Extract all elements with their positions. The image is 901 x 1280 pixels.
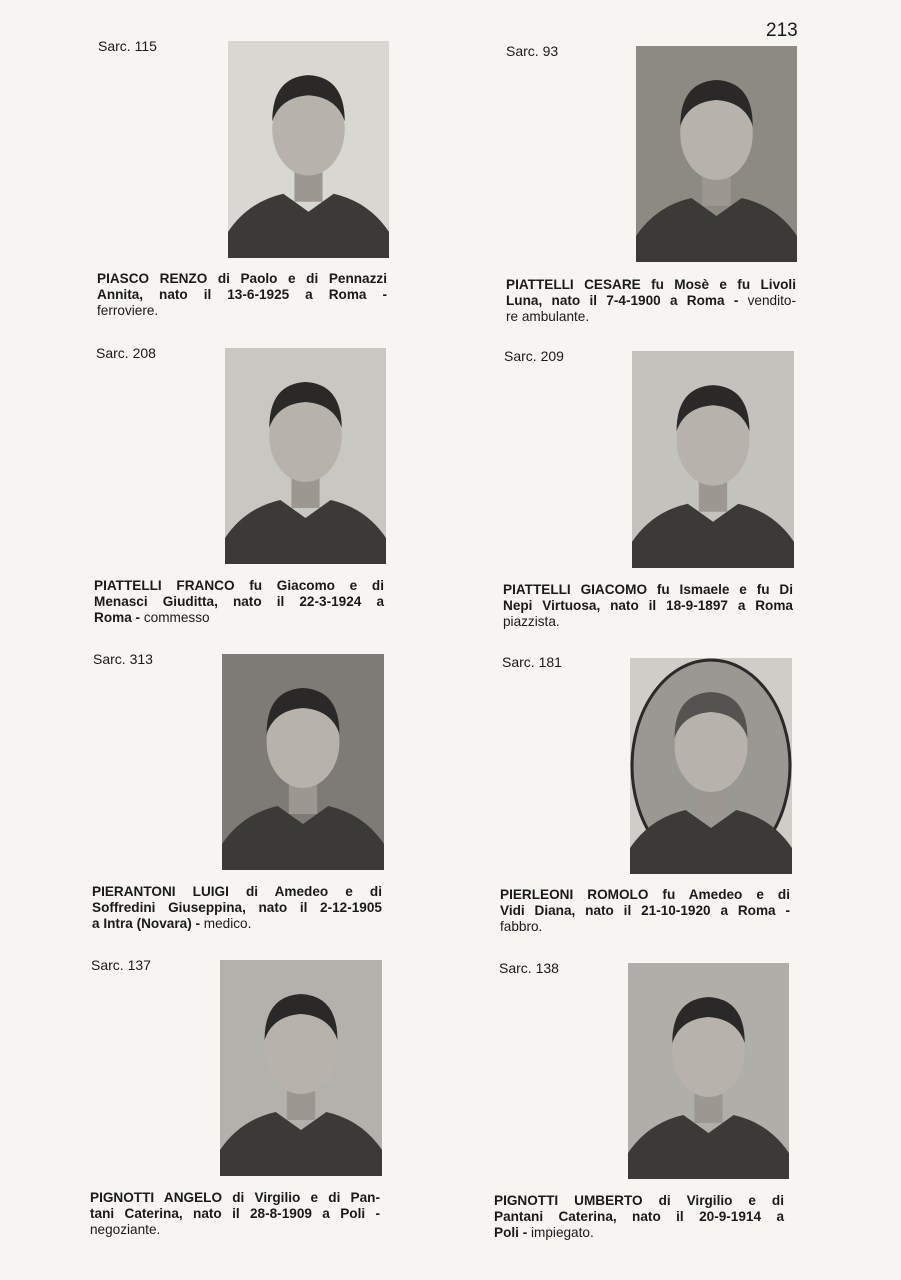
portrait-photo-5 <box>630 658 792 874</box>
portrait-photo-1 <box>636 46 797 262</box>
portrait-photo-3 <box>632 351 794 568</box>
caption-line: Roma - commesso <box>94 610 210 625</box>
caption-line: PIERLEONI ROMOLO fu Amedeo e di <box>500 887 790 902</box>
caption-line: tani Caterina, nato il 28-8-1909 a Poli - <box>90 1206 380 1221</box>
sarc-label-2: Sarc. 208 <box>96 345 156 361</box>
caption-line: PIATTELLI GIACOMO fu Ismaele e fu Di <box>503 582 793 597</box>
caption-line: Soffredini Giuseppina, nato il 2-12-1905 <box>92 900 382 915</box>
portrait-silhouette <box>228 41 389 258</box>
caption-4 <box>92 884 382 932</box>
caption-line: PIGNOTTI ANGELO di Virgilio e di Pan- <box>90 1190 380 1205</box>
portrait-silhouette <box>632 351 794 568</box>
caption-1 <box>506 277 796 325</box>
caption-line: PIGNOTTI UMBERTO di Virgilio e di <box>494 1193 784 1208</box>
sarc-label-3: Sarc. 209 <box>504 348 564 364</box>
portrait-photo-6 <box>220 960 382 1176</box>
caption-line: PIASCO RENZO di Paolo e di Pennazzi <box>97 271 387 286</box>
portrait-silhouette <box>225 348 386 564</box>
portrait-silhouette <box>628 963 789 1179</box>
caption-5 <box>500 887 790 935</box>
caption-line: piazzista. <box>503 614 560 629</box>
sarc-label-4: Sarc. 313 <box>93 651 153 667</box>
portrait-photo-2 <box>225 348 386 564</box>
caption-7 <box>494 1193 784 1241</box>
sarc-label-0: Sarc. 115 <box>98 38 157 54</box>
caption-line: PIATTELLI FRANCO fu Giacomo e di <box>94 578 384 593</box>
portrait-silhouette <box>220 960 382 1176</box>
caption-line: Pantani Caterina, nato il 20-9-1914 a <box>494 1209 784 1224</box>
portrait-photo-4 <box>222 654 384 870</box>
sarc-label-1: Sarc. 93 <box>506 43 559 59</box>
caption-line: PIATTELLI CESARE fu Mosè e fu Livoli <box>506 277 796 292</box>
sarc-label-6: Sarc. 137 <box>91 957 151 973</box>
caption-line: Luna, nato il 7-4-1900 a Roma - vendito- <box>506 293 796 308</box>
caption-line: negoziante. <box>90 1222 161 1237</box>
caption-line: Nepi Virtuosa, nato il 18-9-1897 a Roma <box>503 598 793 613</box>
caption-line: re ambulante. <box>506 309 590 324</box>
portrait-silhouette <box>636 46 797 262</box>
caption-2 <box>94 578 384 626</box>
caption-line: fabbro. <box>500 919 543 934</box>
caption-line: Menasci Giuditta, nato il 22-3-1924 a <box>94 594 384 609</box>
caption-line: Annita, nato il 13-6-1925 a Roma - <box>97 287 387 302</box>
caption-3 <box>503 582 793 630</box>
caption-line: Poli - impiegato. <box>494 1225 594 1240</box>
sarc-label-7: Sarc. 138 <box>499 960 559 976</box>
portrait-silhouette <box>630 658 792 874</box>
portrait-photo-0 <box>228 41 389 258</box>
caption-line: PIERANTONI LUIGI di Amedeo e di <box>92 884 382 899</box>
caption-0 <box>97 271 387 319</box>
portrait-silhouette <box>222 654 384 870</box>
caption-line: Vidi Diana, nato il 21-10-1920 a Roma - <box>500 903 790 918</box>
sarc-label-5: Sarc. 181 <box>502 654 562 670</box>
caption-line: ferroviere. <box>97 303 159 318</box>
caption-line: a Intra (Novara) - medico. <box>92 916 252 931</box>
caption-6 <box>90 1190 380 1238</box>
portrait-photo-7 <box>628 963 789 1179</box>
page-number: 213 <box>766 20 798 41</box>
